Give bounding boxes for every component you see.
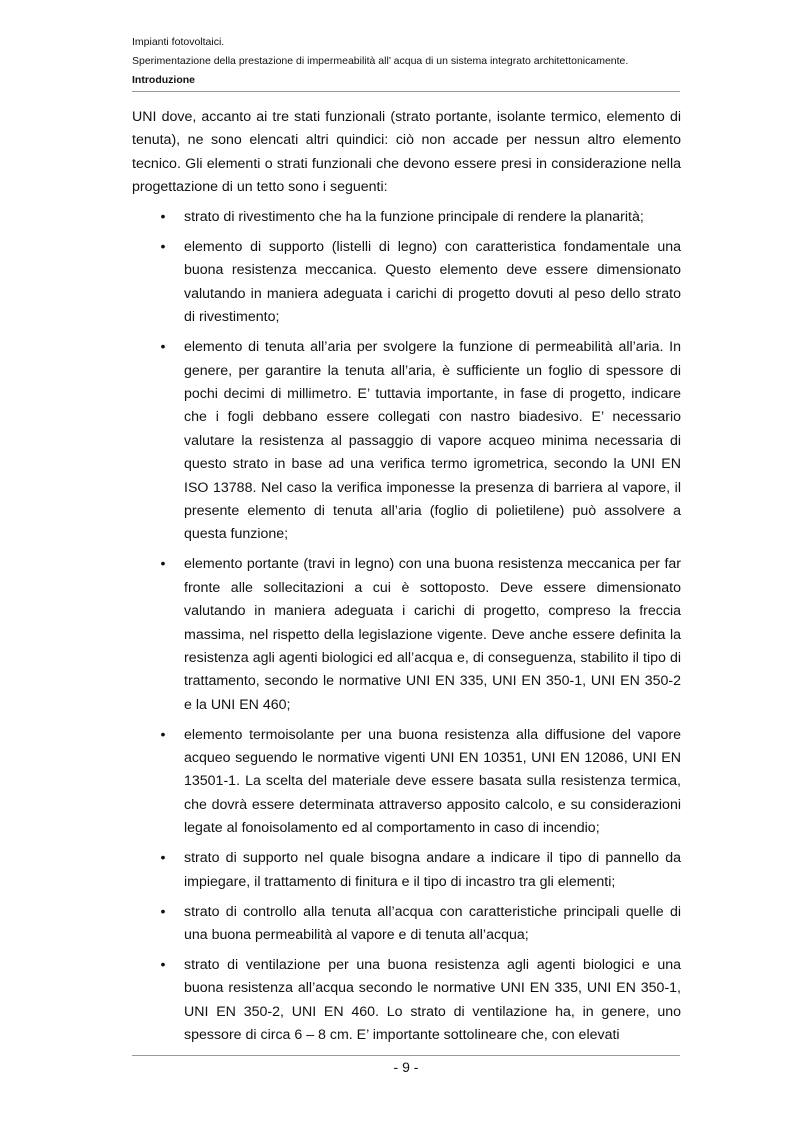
header-divider xyxy=(132,91,680,92)
bullet-icon: • xyxy=(160,956,166,973)
body-content xyxy=(132,106,681,1047)
list-item xyxy=(132,724,681,841)
header-section: Introduzione xyxy=(132,74,195,86)
intro-paragraph: UNI dove, accanto ai tre stati funzionali (strato portante, isolante termico, elemento di tenuta), ne sono elencati altri quindici: ciò non accade per nessun altro elemento tecnico. Gli elementi o strati funzionali che devono essere presi in considerazione nella progettazione di un tetto sono i seguenti: xyxy=(132,109,681,196)
bullet-icon: • xyxy=(160,850,166,867)
list-item xyxy=(132,901,681,948)
bullet-list xyxy=(132,206,681,1047)
page-number: - 9 - xyxy=(393,1059,419,1075)
list-item-text: strato di ventilazione per una buona resistenza agli agenti biologici e una buona resistenza all’acqua secondo le normative UNI EN 335, UNI EN 350-1, UNI EN 350-2, UNI EN 460. Lo strato di ventilazione ha, in genere, uno spessore di circa 6 – 8 cm. E’ importante sottolineare che, con elevati xyxy=(184,956,681,1044)
list-item xyxy=(132,954,681,1048)
header-title: Impianti fotovoltaici. xyxy=(132,36,225,48)
bullet-icon: • xyxy=(160,209,166,226)
list-item-text: elemento termoisolante per una buona resistenza alla diffusione del vapore acqueo seguendo le normative vigenti UNI EN 10351, UNI EN 12086, UNI EN 13501-1. La scelta del materiale deve essere basata sulla resistenza termica, che dovrà essere determinata attraverso apposito calcolo, e su considerazioni legate al fonoisolamento ed al comportamento in caso di incendio; xyxy=(184,726,681,837)
list-item-text: elemento di supporto (listelli di legno) con caratteristica fondamentale una buona resistenza meccanica. Questo elemento deve essere dimensionato valutando in maniera adeguata i carichi di progetto dovuti al peso dello strato di rivestimento; xyxy=(184,239,681,326)
list-item-text: elemento di tenuta all’aria per svolgere la funzione di permeabilità all’aria. In genere, per garantire la tenuta all’aria, è sufficiente un foglio di spessore di pochi decimi di millimetro. E’ tuttavia importante, in fase di progetto, indicare che i fogli debbano essere collegati con nastro biadesivo. E’ necessario valutare la resistenza al passaggio di vapore acqueo minima necessaria di questo strato in base ad una verifica termo igrometrica, secondo la UNI EN ISO 13788. Nel caso la verifica imponesse la presenza di barriera al vapore, il presente elemento di tenuta all’aria (foglio di polietilene) può assolvere a questa funzione; xyxy=(184,339,681,543)
bullet-icon: • xyxy=(160,726,166,743)
bullet-icon: • xyxy=(160,556,166,573)
bullet-icon: • xyxy=(160,903,166,920)
list-item-text: strato di supporto nel quale bisogna andare a indicare il tipo di pannello da impiegare, il trattamento di finitura e il tipo di incastro tra gli elementi; xyxy=(184,850,681,890)
list-item xyxy=(132,206,681,229)
footer-divider xyxy=(132,1055,680,1056)
list-item-text: strato di controllo alla tenuta all’acqua con caratteristiche principali quelle di una buona permeabilità al vapore e di tenuta all’acqua; xyxy=(184,903,681,943)
page-header xyxy=(132,33,680,90)
list-item-text: elemento portante (travi in legno) con una buona resistenza meccanica per far fronte alle sollecitazioni a cui è sottoposto. Deve essere dimensionato valutando in maniera adeguata i carichi di progetto, compreso la freccia massima, nel rispetto della legislazione vigente. Deve anche essere definita la resistenza agli agenti biologici ed all’acqua e, di conseguenza, stabilito il tipo di trattamento, secondo le normative UNI EN 335, UNI EN 350-1, UNI EN 350-2 e la UNI EN 460; xyxy=(184,556,681,713)
list-item xyxy=(132,336,681,547)
bullet-icon: • xyxy=(160,339,166,356)
list-item xyxy=(132,553,681,717)
bullet-icon: • xyxy=(160,239,166,256)
list-item-text: strato di rivestimento che ha la funzione principale di rendere la planarità; xyxy=(184,209,644,226)
list-item xyxy=(132,847,681,894)
header-subtitle: Sperimentazione della prestazione di impermeabilità all’ acqua di un sistema integrato architettonicamente. xyxy=(132,55,629,67)
list-item xyxy=(132,236,681,330)
